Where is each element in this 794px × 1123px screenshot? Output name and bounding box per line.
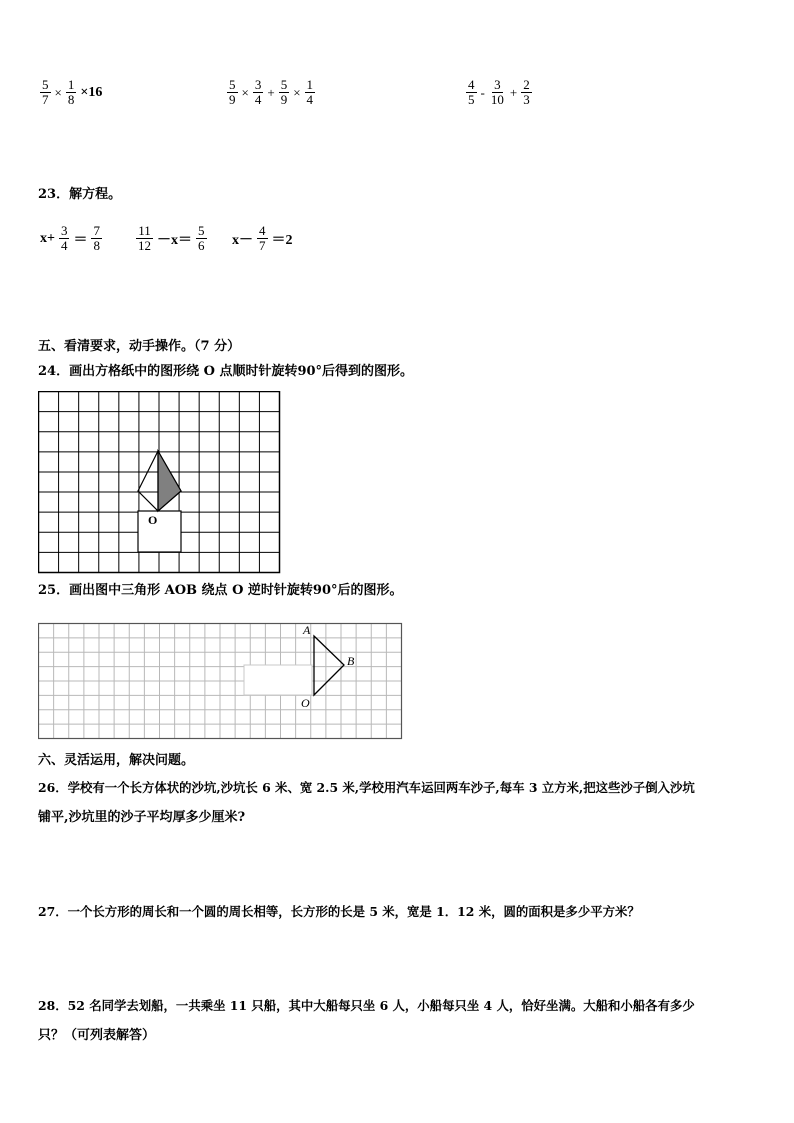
operator: + bbox=[267, 84, 275, 100]
operator: ＝ bbox=[73, 232, 88, 248]
denominator: 12 bbox=[138, 238, 151, 253]
fraction bbox=[466, 78, 477, 107]
fraction bbox=[257, 224, 268, 253]
denominator: 8 bbox=[93, 238, 100, 253]
q24-grid-figure bbox=[38, 391, 282, 575]
operator: - bbox=[480, 84, 485, 100]
q25-label-b: B bbox=[347, 654, 355, 668]
numerator: 1 bbox=[306, 77, 314, 92]
section5-title: 五、看清要求，动手操作。（7 分） bbox=[38, 339, 241, 354]
denominator: 7 bbox=[259, 238, 266, 253]
denominator: 8 bbox=[67, 92, 75, 107]
equation-2 bbox=[134, 224, 209, 253]
denominator: 4 bbox=[254, 92, 262, 107]
fraction bbox=[279, 78, 290, 107]
q24-point-o-label: O bbox=[148, 513, 158, 527]
fraction bbox=[40, 78, 51, 107]
q28-line1: 28．52 名同学去划船，一共乘坐 11 只船，其中大船每只坐 6 人，小船每只坐 4 人，恰好坐满。大船和小船各有多少 bbox=[38, 998, 695, 1013]
q28-line2: 只？（可列表解答） bbox=[38, 1028, 156, 1043]
operator: × bbox=[54, 84, 62, 100]
fraction bbox=[489, 78, 506, 107]
section6-title: 六、灵活运用，解决问题。 bbox=[38, 753, 195, 768]
q23-title: 23．解方程。 bbox=[38, 187, 122, 202]
denominator: 6 bbox=[198, 238, 205, 253]
fraction bbox=[196, 224, 207, 253]
operator: x+ bbox=[40, 230, 55, 246]
q25-blank-block bbox=[244, 665, 312, 695]
numerator: 5 bbox=[42, 77, 49, 92]
calc-expression-2 bbox=[225, 78, 317, 107]
fraction bbox=[59, 224, 70, 253]
operator: ＝2 bbox=[271, 232, 293, 248]
denominator: 4 bbox=[306, 92, 314, 107]
numerator: 4 bbox=[259, 223, 266, 238]
fraction bbox=[136, 224, 153, 253]
operator: + bbox=[509, 84, 518, 100]
numerator: 11 bbox=[138, 223, 151, 238]
numerator: 1 bbox=[67, 77, 75, 92]
operator: × bbox=[293, 84, 301, 100]
equation-3 bbox=[230, 224, 295, 253]
fraction bbox=[227, 78, 238, 107]
q25-label-o: O bbox=[301, 696, 310, 710]
q25-grid-figure bbox=[38, 620, 404, 742]
q26-line2: 铺平,沙坑里的沙子平均厚多少厘米? bbox=[38, 810, 246, 825]
q26-line1: 26．学校有一个长方体状的沙坑,沙坑长 6 米、宽 2.5 米,学校用汽车运回两车沙子,每车 3 立方米,把这些沙子倒入沙坑 bbox=[38, 780, 695, 795]
q24-rectangle bbox=[138, 511, 181, 552]
numerator: 7 bbox=[93, 223, 100, 238]
numerator: 3 bbox=[60, 223, 68, 238]
denominator: 5 bbox=[468, 92, 475, 107]
numerator: 3 bbox=[494, 77, 501, 92]
operator: x－ bbox=[232, 232, 253, 248]
q25-text: 25．画出图中三角形 AOB 绕点 O 逆时针旋转90°后的图形。 bbox=[38, 583, 403, 598]
fraction bbox=[521, 78, 532, 107]
denominator: 4 bbox=[60, 238, 68, 253]
operator: ×16 bbox=[80, 84, 103, 100]
denominator: 9 bbox=[280, 92, 288, 107]
q27-text: 27．一个长方形的周长和一个圆的周长相等，长方形的长是 5 米，宽是 1．12 米，圆的面积是多少平方米？ bbox=[38, 904, 640, 919]
numerator: 2 bbox=[523, 77, 530, 92]
calc-expression-3 bbox=[464, 78, 534, 107]
numerator: 5 bbox=[280, 77, 288, 92]
fraction bbox=[253, 78, 264, 107]
calc-expression-1 bbox=[38, 78, 104, 107]
numerator: 3 bbox=[254, 77, 262, 92]
numerator: 5 bbox=[229, 77, 236, 92]
numerator: 5 bbox=[198, 223, 205, 238]
q25-label-a: A bbox=[303, 623, 311, 637]
denominator: 9 bbox=[229, 92, 236, 107]
q25-triangle-aob bbox=[314, 636, 344, 695]
numerator: 4 bbox=[468, 77, 475, 92]
equation-1 bbox=[38, 224, 104, 253]
fraction bbox=[305, 78, 316, 107]
denominator: 10 bbox=[490, 92, 504, 107]
operator: × bbox=[241, 84, 249, 100]
fraction bbox=[91, 224, 102, 253]
operator: －x＝ bbox=[157, 232, 192, 248]
q24-text: 24．画出方格纸中的图形绕 O 点顺时针旋转90°后得到的图形。 bbox=[38, 364, 414, 379]
q24-shaded-triangle bbox=[158, 451, 181, 511]
denominator: 7 bbox=[42, 92, 49, 107]
fraction bbox=[66, 78, 77, 107]
denominator: 3 bbox=[523, 92, 530, 107]
